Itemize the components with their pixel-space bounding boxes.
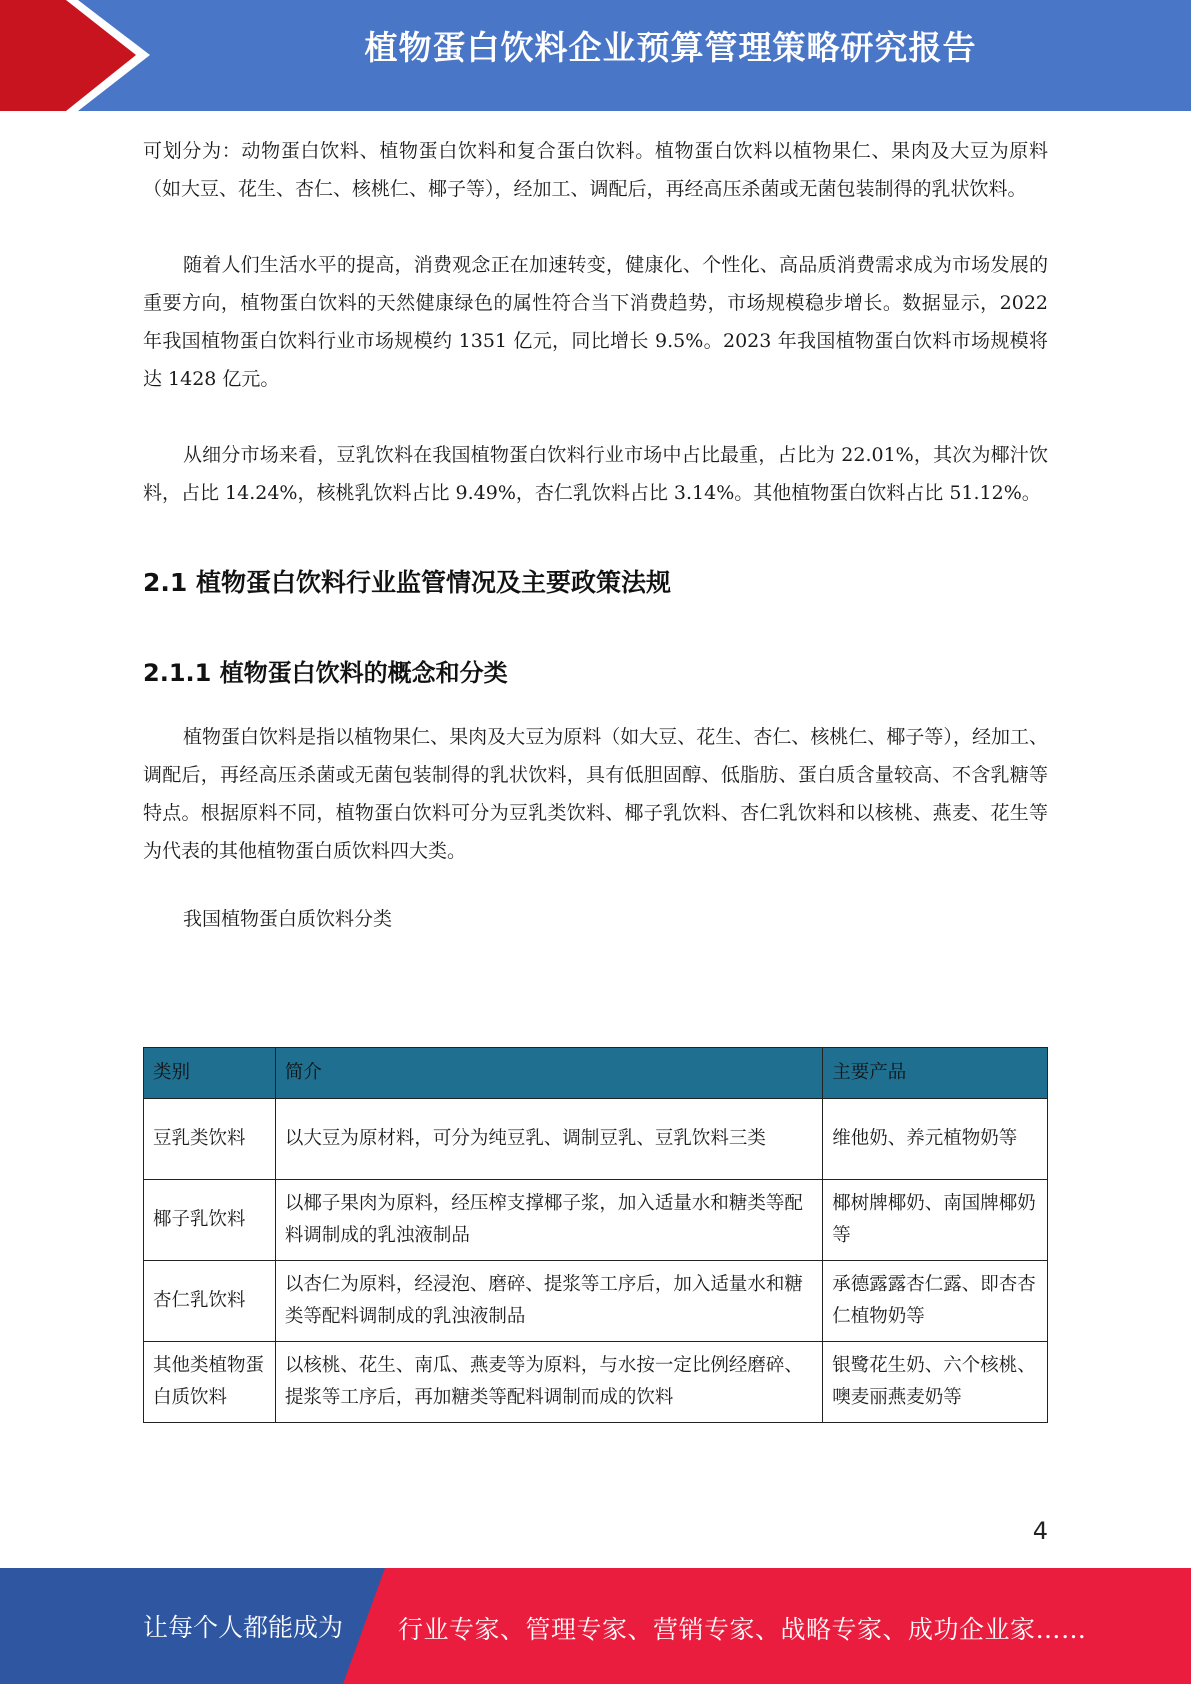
table-cell-products: 椰树牌椰奶、南国牌椰奶等 bbox=[823, 1180, 1048, 1261]
table-row bbox=[144, 1261, 1048, 1342]
table-row bbox=[144, 1099, 1048, 1180]
paragraph-market-segments: 从细分市场来看，豆乳饮料在我国植物蛋白饮料行业市场中占比最重，占比为 22.01%，其次为椰汁饮料，占比 14.24%，核桃乳饮料占比 9.49%，杏仁乳饮料占比 3.14%。其他植物蛋白饮料占比 51.12%。 bbox=[143, 444, 1048, 504]
main-content bbox=[143, 132, 1048, 938]
page-header bbox=[0, 0, 1191, 111]
table-cell-description: 以核桃、花生、南瓜、燕麦等为原料，与水按一定比例经磨碎、提浆等工序后，再加糖类等配料调制而成的饮料 bbox=[275, 1342, 822, 1423]
table-cell-description: 以大豆为原材料，可分为纯豆乳、调制豆乳、豆乳饮料三类 bbox=[275, 1099, 822, 1180]
section-heading: 2.1 植物蛋白饮料行业监管情况及主要政策法规 bbox=[143, 568, 671, 597]
subsection-heading: 2.1.1 植物蛋白饮料的概念和分类 bbox=[143, 659, 508, 687]
header-title: 植物蛋白饮料企业预算管理策略研究报告 bbox=[364, 28, 977, 67]
table-cell-category: 豆乳类饮料 bbox=[144, 1099, 276, 1180]
table-row bbox=[144, 1342, 1048, 1423]
header-arrow-graphic bbox=[0, 0, 160, 111]
classification-table bbox=[143, 1047, 1048, 1423]
page-footer bbox=[0, 1568, 1191, 1684]
table-header-category: 类别 bbox=[144, 1048, 276, 1099]
table-cell-description: 以椰子果肉为原料，经压榨支撑椰子浆，加入适量水和糖类等配料调制成的乳浊液制品 bbox=[275, 1180, 822, 1261]
table-cell-products: 维他奶、养元植物奶等 bbox=[823, 1099, 1048, 1180]
table-cell-category: 其他类植物蛋白质饮料 bbox=[144, 1342, 276, 1423]
table-cell-category: 椰子乳饮料 bbox=[144, 1180, 276, 1261]
table-row bbox=[144, 1180, 1048, 1261]
paragraph-intro: 可划分为：动物蛋白饮料、植物蛋白饮料和复合蛋白饮料。植物蛋白饮料以植物果仁、果肉及大豆为原料（如大豆、花生、杏仁、核桃仁、椰子等），经加工、调配后，再经高压杀菌或无菌包装制得的乳状饮料。 bbox=[143, 140, 1048, 200]
table-header-products: 主要产品 bbox=[823, 1048, 1048, 1099]
table-cell-products: 承德露露杏仁露、即杏杏仁植物奶等 bbox=[823, 1261, 1048, 1342]
table-cell-description: 以杏仁为原料，经浸泡、磨碎、提浆等工序后，加入适量水和糖类等配料调制成的乳浊液制品 bbox=[275, 1261, 822, 1342]
footer-slogan-left: 让每个人都能成为 bbox=[143, 1613, 344, 1642]
page-number: 4 bbox=[1032, 1517, 1048, 1545]
table-cell-products: 银鹭花生奶、六个核桃、噢麦丽燕麦奶等 bbox=[823, 1342, 1048, 1423]
table-header-row bbox=[144, 1048, 1048, 1099]
paragraph-market-size: 随着人们生活水平的提高，消费观念正在加速转变，健康化、个性化、高品质消费需求成为市场发展的重要方向，植物蛋白饮料的天然健康绿色的属性符合当下消费趋势，市场规模稳步增长。数据显示，2022 年我国植物蛋白饮料行业市场规模约 1351 亿元，同比增长 9.5%。2023 年我国植物蛋白饮料市场规模将达 1428 亿元。 bbox=[143, 254, 1048, 390]
table-caption: 我国植物蛋白质饮料分类 bbox=[183, 908, 393, 930]
footer-slogan-right: 行业专家、管理专家、营销专家、战略专家、成功企业家…… bbox=[398, 1615, 1087, 1644]
paragraph-definition: 植物蛋白饮料是指以植物果仁、果肉及大豆为原料（如大豆、花生、杏仁、核桃仁、椰子等），经加工、调配后，再经高压杀菌或无菌包装制得的乳状饮料，具有低胆固醇、低脂肪、蛋白质含量较高、不含乳糖等特点。根据原料不同，植物蛋白饮料可分为豆乳类饮料、椰子乳饮料、杏仁乳饮料和以核桃、燕麦、花生等为代表的其他植物蛋白质饮料四大类。 bbox=[143, 726, 1048, 862]
table-header-description: 简介 bbox=[275, 1048, 822, 1099]
table-cell-category: 杏仁乳饮料 bbox=[144, 1261, 276, 1342]
